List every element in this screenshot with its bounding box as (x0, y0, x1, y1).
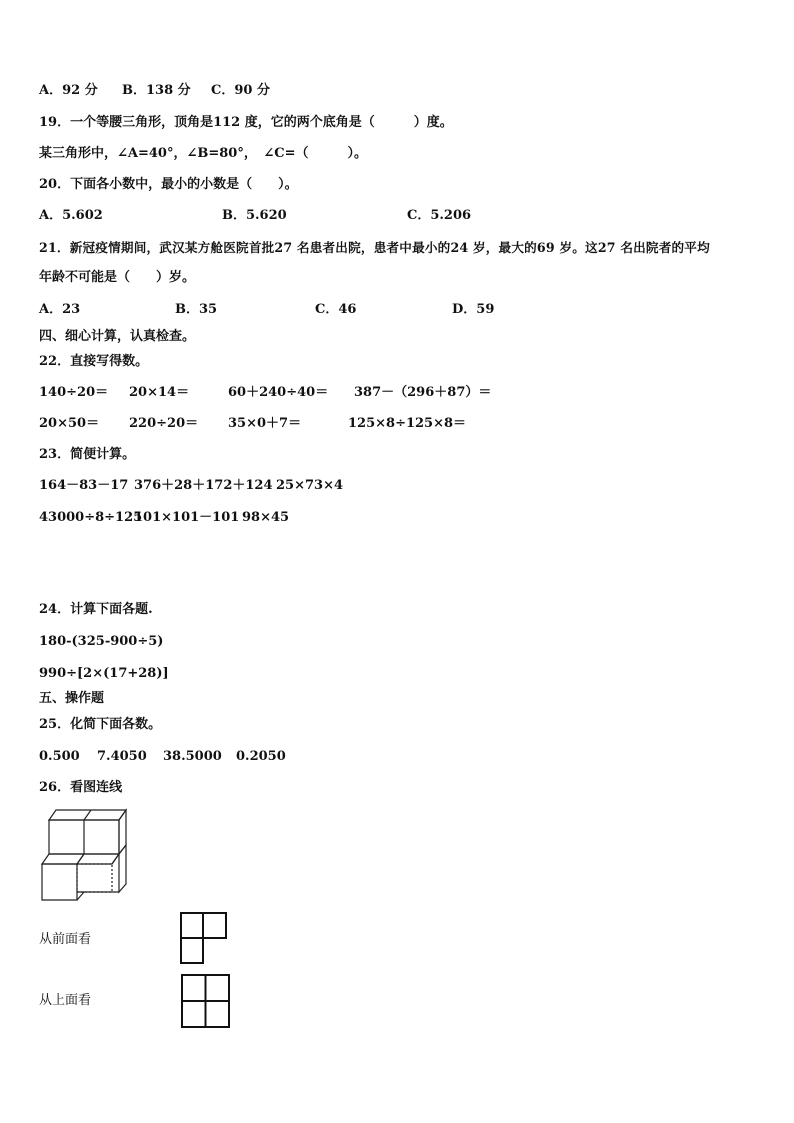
q22-row1-item1: 140÷20＝ (39, 385, 109, 400)
q22-row2-item2: 220÷20＝ (129, 416, 199, 431)
q20-option-c: C．5.206 (407, 208, 472, 223)
q21-option-c: C．46 (315, 302, 357, 317)
front-view-grid (180, 912, 228, 965)
q25-number-2: 7.4050 (97, 749, 147, 764)
view-top-label: 从上面看 (39, 993, 92, 1008)
q18-option-b: B．138 分 (122, 83, 191, 98)
q23-row2-item3: 98×45 (242, 510, 290, 525)
q21-option-d: D．59 (452, 302, 495, 317)
q18-option-a: A．92 分 (39, 83, 98, 98)
q23-row1-item3: 25×73×4 (276, 478, 344, 493)
q23-row1-item2: 376＋28＋172＋124 (134, 478, 273, 493)
q22-row1-item3: 60＋240÷40＝ (228, 385, 329, 400)
view-front-label: 从前面看 (39, 932, 92, 947)
q25-number-1: 0.500 (39, 749, 80, 764)
q26-text: 26．看图连线 (39, 780, 123, 795)
q23-row2-item2: 101×101－101 (134, 510, 240, 525)
q24-text: 24．计算下面各题. (39, 602, 153, 617)
q21-option-b: B．35 (175, 302, 218, 317)
q22-row1-item4: 387－（296＋87）＝ (354, 385, 492, 400)
q22-text: 22．直接写得数。 (39, 354, 149, 369)
section-4-title: 四、细心计算，认真检查。 (39, 329, 196, 344)
section-5-title: 五、操作题 (39, 691, 105, 706)
q20-text: 20．下面各小数中，最小的小数是（ ）。 (39, 177, 298, 192)
top-view-grid (181, 974, 231, 1029)
q22-row2-item3: 35×0＋7＝ (228, 416, 302, 431)
q23-text: 23．简便计算。 (39, 447, 136, 462)
cube-stack-figure (38, 808, 133, 903)
q23-row1-item1: 164－83－17 (39, 478, 129, 493)
q20-option-b: B．5.620 (222, 208, 287, 223)
q25-number-4: 0.2050 (236, 749, 286, 764)
q25-number-3: 38.5000 (163, 749, 222, 764)
q24-item2: 990÷[2×(17+28)] (39, 666, 169, 681)
q22-row1-item2: 20×14＝ (129, 385, 190, 400)
q22-row2-item4: 125×8÷125×8＝ (348, 416, 467, 431)
q18-option-c: C．90 分 (211, 83, 270, 98)
q22-row2-item1: 20×50＝ (39, 416, 100, 431)
q21-text-line1: 21．新冠疫情期间，武汉某方舱医院首批27 名患者出院，患者中最小的24 岁，最大的69 岁。这27 名出院者的平均 (39, 240, 710, 255)
q21-text-line2: 年龄不可能是（ ）岁。 (39, 270, 196, 285)
q25-text: 25．化简下面各数。 (39, 717, 162, 732)
q20-option-a: A．5.602 (39, 208, 103, 223)
q19-text: 19．一个等腰三角形，顶角是112 度，它的两个底角是（ ）度。 (39, 115, 453, 130)
q23-row2-item1: 43000÷8÷125 (39, 510, 143, 525)
q24-item1: 180-(325-900÷5) (39, 634, 164, 649)
q19b-text: 某三角形中，∠A=40°，∠B=80°， ∠C=（ ）。 (39, 146, 367, 161)
q21-option-a: A．23 (39, 302, 81, 317)
